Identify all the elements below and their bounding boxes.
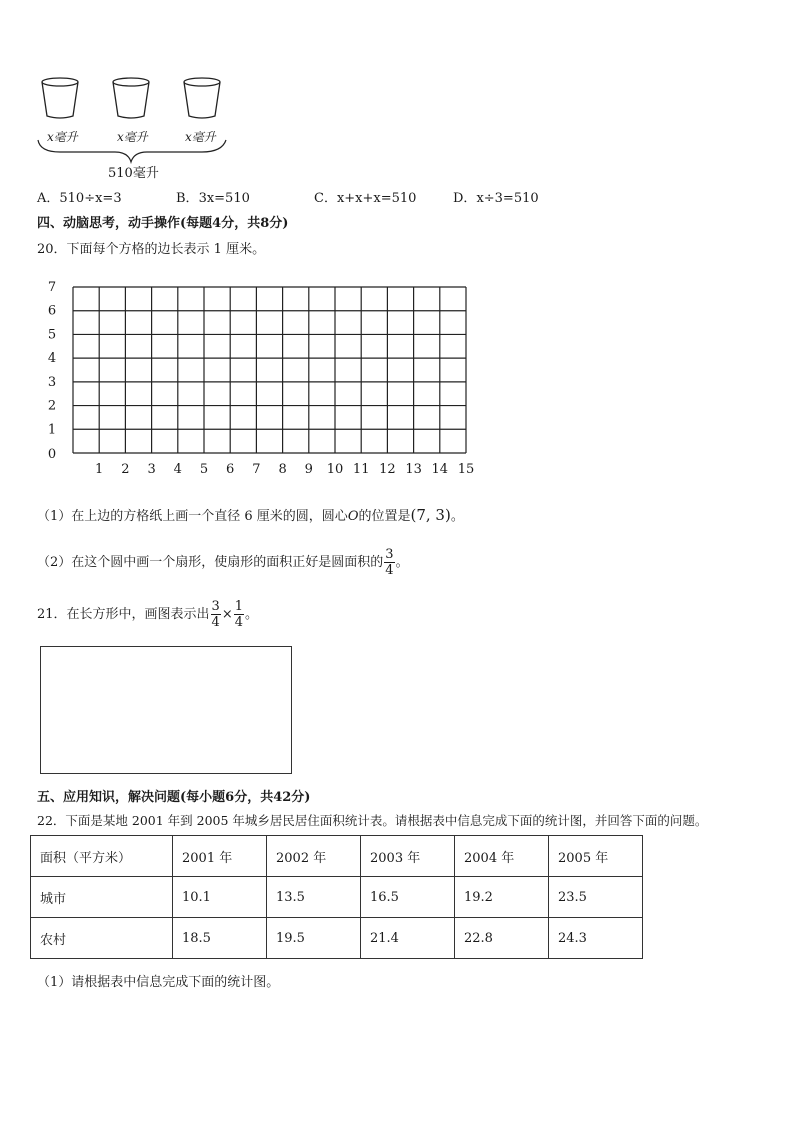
table-row (31, 877, 643, 918)
table-cell: 19.2 (455, 877, 549, 918)
y-axis-label: 2 (47, 398, 57, 414)
option-a: A．510÷x=3 (37, 191, 122, 206)
q20-part2: （2）在这个圆中画一个扇形，使扇形的面积正好是圆面积的 $\frac{3}{4}$ 。 (37, 547, 409, 578)
q22-part1: （1）请根据表中信息完成下面的统计图。 (37, 975, 280, 990)
table-header-cell: 2002 年 (267, 836, 361, 877)
table-header-cell: 2001 年 (173, 836, 267, 877)
y-axis-label: 4 (47, 351, 57, 367)
option-d: D．x÷3=510 (453, 191, 539, 206)
q22-intro: 22．下面是某地 2001 年到 2005 年城乡居民居住面积统计表。请根据表中信息完成下面的统计图，并回答下面的问题。 (37, 813, 708, 828)
x-axis-label: 4 (173, 462, 182, 477)
x-axis-label: 9 (304, 462, 313, 477)
x-axis-label: 8 (278, 462, 287, 477)
x-axis-label: 15 (457, 462, 475, 477)
table-header-cell: 2004 年 (455, 836, 549, 877)
fraction: $\frac{3}{4}$ (385, 547, 394, 578)
square-grid (40, 275, 490, 480)
q20-intro: 20．下面每个方格的边长表示 1 厘米。 (37, 242, 266, 257)
x-axis-label: 10 (326, 462, 344, 477)
drawing-rectangle (40, 646, 292, 774)
x-axis-label: 2 (121, 462, 130, 477)
table-cell: 19.5 (267, 918, 361, 959)
q21-text: 21．在长方形中，画图表示出 $\frac{3}{4}$ × $\frac{1}{4}$ 。 (37, 599, 259, 630)
x-axis-label: 12 (379, 462, 396, 477)
x-axis-label: 3 (147, 462, 156, 477)
table-cell: 22.8 (455, 918, 549, 959)
table-header-cell: 2005 年 (549, 836, 643, 877)
y-axis-label: 3 (47, 374, 57, 390)
section-5-title: 五、应用知识，解决问题(每小题6分，共42分) (37, 790, 311, 805)
section-4-title: 四、动脑思考，动手操作(每题4分，共8分) (37, 216, 289, 231)
y-axis-label: 6 (47, 303, 57, 319)
x-axis-label: 7 (252, 462, 261, 477)
y-axis-label: 5 (47, 327, 57, 343)
total-volume-label: 510毫升 (108, 166, 159, 181)
cup-icon (42, 78, 78, 118)
table-header-cell: 面积（平方米） (31, 836, 173, 877)
x-axis-label: 5 (199, 462, 209, 477)
y-axis-label: 0 (47, 447, 57, 462)
cup-label: x毫升 (47, 130, 78, 144)
table-cell: 城市 (31, 877, 173, 918)
table-cell: 10.1 (173, 877, 267, 918)
cup-label: x毫升 (117, 130, 148, 144)
x-axis-label: 11 (352, 462, 370, 477)
table-cell: 21.4 (361, 918, 455, 959)
cup-label: x毫升 (185, 130, 216, 144)
option-b: B．3x=510 (176, 191, 250, 206)
q20-part1: （1）在上边的方格纸上画一个直径 6 厘米的圆，圆心O的位置是(7, 3)。 (37, 506, 464, 524)
table-header-cell: 2003 年 (361, 836, 455, 877)
fraction: $\frac{3}{4}$ (211, 599, 220, 630)
x-axis-label: 14 (431, 462, 449, 477)
x-axis-label: 13 (405, 462, 422, 477)
cup-icon (184, 78, 220, 118)
fraction: $\frac{1}{4}$ (234, 599, 244, 630)
table-cell: 18.5 (173, 918, 267, 959)
table-cell: 13.5 (267, 877, 361, 918)
option-c: C．x+x+x=510 (314, 191, 417, 206)
cup-icon (113, 78, 149, 118)
table-cell: 农村 (31, 918, 173, 959)
x-axis-label: 6 (226, 462, 235, 477)
x-axis-label: 1 (95, 462, 104, 477)
table-cell: 23.5 (549, 877, 643, 918)
table-cell: 16.5 (361, 877, 455, 918)
table-row (31, 918, 643, 959)
y-axis-label: 1 (47, 422, 57, 438)
table-header-row (31, 836, 643, 877)
y-axis-label: 7 (47, 280, 57, 295)
table-cell: 24.3 (549, 918, 643, 959)
area-stats-table (30, 835, 643, 959)
